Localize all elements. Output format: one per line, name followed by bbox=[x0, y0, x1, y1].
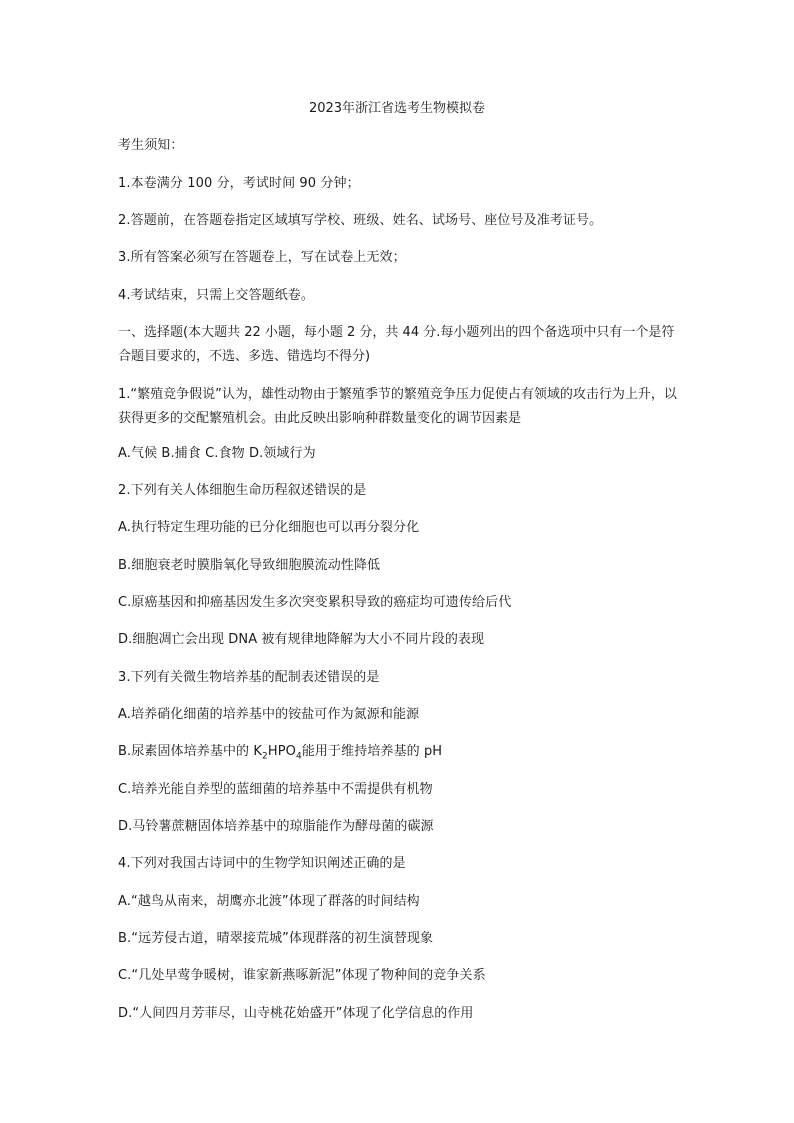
question-4-option-c: C.“几处早莺争暖树，谁家新燕啄新泥”体现了物种间的竞争关系 bbox=[118, 968, 486, 983]
question-4-stem: 4.下列对我国古诗词中的生物学知识阐述正确的是 bbox=[118, 856, 406, 871]
notice-item: 2.答题前，在答题卷指定区域填写学校、班级、姓名、试场号、座位号及准考证号。 bbox=[118, 213, 603, 228]
question-3-option-c: C.培养光能自养型的蓝细菌的培养基中不需提供有机物 bbox=[118, 782, 433, 797]
notice-item: 3.所有答案必须写在答题卷上，写在试卷上无效； bbox=[118, 250, 406, 265]
question-4-option-a: A.“越鸟从南来，胡鹰亦北渡”体现了群落的时间结构 bbox=[118, 894, 420, 909]
notice-item: 4.考试结束，只需上交答题纸卷。 bbox=[118, 288, 315, 303]
question-3-option-d: D.马铃薯蔗糖固体培养基中的琼脂能作为酵母菌的碳源 bbox=[118, 819, 434, 834]
question-4-option-b: B.“远芳侵古道，晴翠接荒城”体现群落的初生演替现象 bbox=[118, 931, 434, 946]
question-2-option-b: B.细胞衰老时膜脂氧化导致细胞膜流动性降低 bbox=[118, 558, 381, 573]
question-4-option-d: D.“人间四月芳菲尽，山寺桃花始盛开”体现了化学信息的作用 bbox=[118, 1006, 474, 1021]
subscript: 2 bbox=[262, 751, 268, 762]
exam-title: 2023年浙江省选考生物模拟卷 bbox=[308, 101, 486, 116]
question-1-options: A.气候 B.捕食 C.食物 D.领域行为 bbox=[118, 446, 316, 461]
question-3-option-b bbox=[118, 743, 678, 761]
question-2-option-c: C.原癌基因和抑癌基因发生多次突变累积导致的癌症均可遗传给后代 bbox=[118, 595, 512, 610]
question-3-option-a: A.培养硝化细菌的培养基中的铵盐可作为氮源和能源 bbox=[118, 707, 420, 722]
option-b-suffix: 能用于维持培养基的 pH bbox=[301, 744, 443, 759]
subscript: 4 bbox=[296, 751, 302, 762]
question-2-option-d: D.细胞凋亡会出现 DNA 被有规律地降解为大小不同片段的表现 bbox=[118, 632, 485, 647]
option-b-prefix: B.尿素固体培养基中的 K bbox=[118, 744, 263, 759]
notice-item: 1.本卷满分 100 分，考试时间 90 分钟； bbox=[118, 176, 360, 191]
section-heading: 一、选择题(本大题共 22 小题，每小题 2 分，共 44 分.每小题列出的四个备选项中只有一个是符合题目要求的，不选、多选、错选均不得分) bbox=[118, 325, 675, 364]
option-b-mid: HPO bbox=[267, 744, 296, 759]
question-2-stem: 2.下列有关人体细胞生命历程叙述错误的是 bbox=[118, 483, 367, 498]
question-2-option-a: A.执行特定生理功能的已分化细胞也可以再分裂分化 bbox=[118, 520, 420, 535]
question-1-stem: 1.“繁殖竞争假说”认为，雄性动物由于繁殖季节的繁殖竞争压力促使占有领域的攻击行为上升，以获得更多的交配繁殖机会。由此反映出影响种群数量变化的调节因素是 bbox=[118, 387, 677, 426]
notice-heading: 考生须知： bbox=[118, 138, 184, 153]
question-3-stem: 3.下列有关微生物培养基的配制表述错误的是 bbox=[118, 670, 380, 685]
